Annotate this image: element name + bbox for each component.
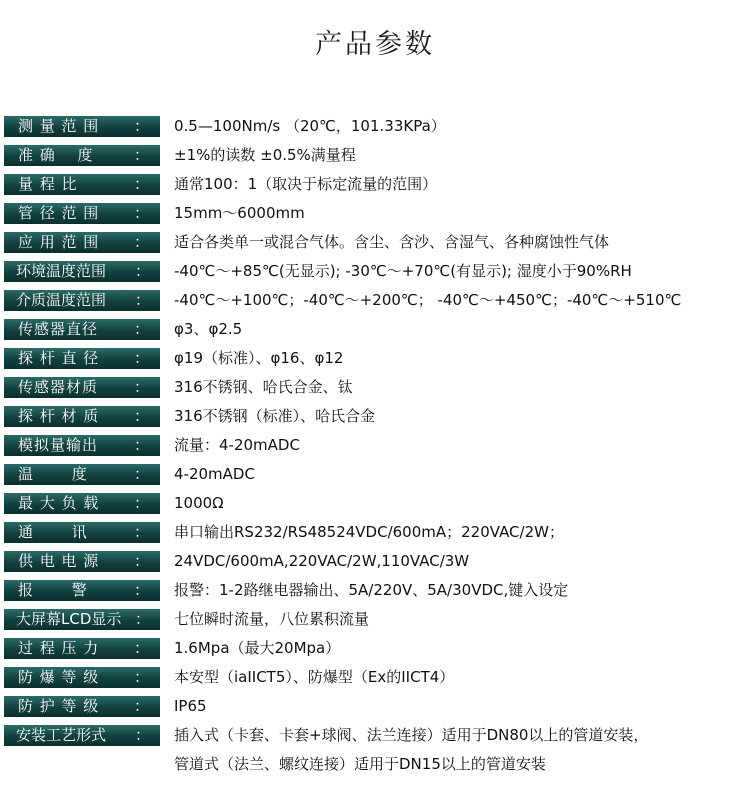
spec-row-alarm [4, 576, 748, 605]
spec-value: IP65 [174, 697, 207, 715]
spec-value-line: 管道式（法兰、螺纹连接）适用于DN15以上的管道安装 [174, 755, 546, 773]
spec-label: 最 大 负 载 ： [4, 493, 160, 514]
spec-label: 量 程 比 ： [4, 174, 160, 195]
spec-label: 传感器直径 ： [4, 319, 160, 340]
spec-row-analog-output [4, 431, 748, 460]
spec-label: 大屏幕LCD显示 ： [4, 609, 160, 630]
spec-row-sensor-diameter [4, 315, 748, 344]
spec-table [4, 112, 748, 779]
spec-label: 测 量 范 围 ： [4, 116, 160, 137]
spec-row-installation [4, 721, 748, 779]
spec-row-accuracy [4, 141, 748, 170]
spec-value: 串口输出RS232/RS48524VDC/600mA；220VAC/2W； [174, 523, 564, 541]
spec-value: φ3、φ2.5 [174, 320, 243, 338]
spec-label: 过 程 压 力 ： [4, 638, 160, 659]
spec-label: 通 讯 ： [4, 522, 160, 543]
spec-label: 防 爆 等 级 ： [4, 667, 160, 688]
spec-row-protection [4, 692, 748, 721]
spec-label: 防 护 等 级 ： [4, 696, 160, 717]
spec-label: 模拟量输出 ： [4, 435, 160, 456]
spec-label: 管 径 范 围 ： [4, 203, 160, 224]
spec-value: 316不锈钢（标准）、哈氏合金 [174, 407, 376, 425]
spec-value: 1000Ω [174, 494, 224, 512]
spec-row-application [4, 228, 748, 257]
spec-value: 316不锈钢、哈氏合金、钛 [174, 378, 353, 396]
spec-row-ambient-temp [4, 257, 748, 286]
spec-row-turndown [4, 170, 748, 199]
spec-label: 安装工艺形式 ： [4, 725, 160, 746]
spec-value: 适合各类单一或混合气体。含尘、含沙、含湿气、各种腐蚀性气体 [174, 233, 610, 251]
spec-row-probe-diameter [4, 344, 748, 373]
spec-row-measure-range [4, 112, 748, 141]
spec-value: ±1%的读数 ±0.5%满量程 [174, 146, 356, 164]
spec-value: 1.6Mpa（最大20Mpa） [174, 639, 341, 657]
spec-row-sensor-material [4, 373, 748, 402]
spec-label: 环境温度范围 ： [4, 261, 160, 282]
spec-value: 七位瞬时流量，八位累积流量 [174, 610, 370, 628]
spec-row-power-supply [4, 547, 748, 576]
spec-label: 探 杆 材 质 ： [4, 406, 160, 427]
spec-row-probe-material [4, 402, 748, 431]
spec-value [160, 721, 748, 779]
spec-value: 24VDC/600mA,220VAC/2W,110VAC/3W [174, 552, 470, 570]
spec-value: 15mm～6000mm [174, 204, 305, 222]
spec-value: 4-20mADC [174, 465, 255, 483]
spec-row-medium-temp [4, 286, 748, 315]
spec-value: -40℃～+100℃；-40℃～+200℃； -40℃～+450℃；-40℃～+510℃ [174, 291, 682, 309]
spec-value: 流量：4-20mADC [174, 436, 300, 454]
spec-label: 传感器材质 ： [4, 377, 160, 398]
spec-row-pipe-size [4, 199, 748, 228]
spec-row-explosion-proof [4, 663, 748, 692]
spec-value: 通常100：1（取决于标定流量的范围） [174, 175, 438, 193]
spec-value-line: 插入式（卡套、卡套+球阀、法兰连接）适用于DN80以上的管道安装， [174, 726, 649, 744]
spec-label: 应 用 范 围 ： [4, 232, 160, 253]
spec-value: -40℃～+85℃(无显示); -30℃～+70℃(有显示); 湿度小于90%RH [174, 262, 632, 280]
spec-value: 本安型（iaIICT5）、防爆型（Ex的IICT4） [174, 668, 455, 686]
spec-row-process-pressure [4, 634, 748, 663]
spec-value: 0.5—100Nm/s （20℃，101.33KPa） [174, 117, 446, 135]
spec-label: 报 警 ： [4, 580, 160, 601]
spec-value: φ19（标准）、φ16、φ12 [174, 349, 344, 367]
spec-row-temperature [4, 460, 748, 489]
spec-label: 介质温度范围 ： [4, 290, 160, 311]
spec-row-max-load [4, 489, 748, 518]
spec-label: 供 电 电 源 ： [4, 551, 160, 572]
spec-row-lcd-display [4, 605, 748, 634]
spec-label: 准 确 度 ： [4, 145, 160, 166]
spec-label: 温 度 ： [4, 464, 160, 485]
spec-value: 报警：1-2路继电器输出、5A/220V、5A/30VDC,键入设定 [174, 581, 569, 599]
page-title: 产品参数 [315, 29, 435, 60]
spec-row-communication [4, 518, 748, 547]
spec-label: 探 杆 直 径 ： [4, 348, 160, 369]
